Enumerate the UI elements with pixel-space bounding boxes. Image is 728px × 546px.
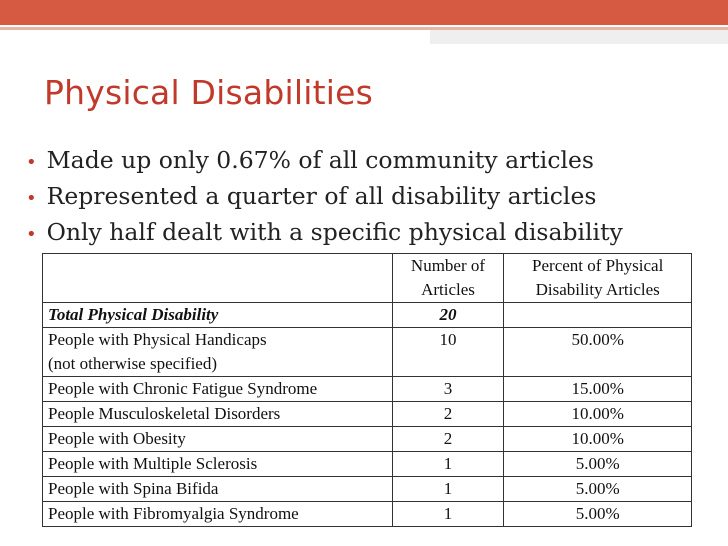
row-percent: 5.00%: [504, 502, 692, 527]
table-row: [43, 427, 692, 452]
bullet-item: [26, 142, 623, 178]
row-label-sub: (not otherwise specified): [48, 354, 217, 373]
bullet-dot-icon: •: [26, 224, 37, 245]
slide-title: Physical Disabilities: [44, 73, 373, 112]
row-label: People with Spina Bifida: [43, 477, 393, 502]
row-label: People with Chronic Fatigue Syndrome: [43, 377, 393, 402]
row-label-main: People with Physical Handicaps: [48, 330, 267, 349]
row-percent: 15.00%: [504, 377, 692, 402]
bullet-item: [26, 178, 623, 214]
row-label: People with Multiple Sclerosis: [43, 452, 393, 477]
row-label: People Musculoskeletal Disorders: [43, 402, 393, 427]
table-header-row: [43, 254, 692, 303]
row-count: 2: [392, 402, 504, 427]
header-percent: Percent of Physical Disability Articles: [504, 254, 692, 303]
row-count: 3: [392, 377, 504, 402]
table-row: [43, 452, 692, 477]
row-percent: 10.00%: [504, 427, 692, 452]
bullet-text: Only half dealt with a specific physical disability: [46, 218, 623, 246]
row-count: 10: [392, 328, 504, 377]
bullet-list: [26, 142, 623, 250]
row-percent: 10.00%: [504, 402, 692, 427]
table-row: [43, 477, 692, 502]
total-percent: [504, 303, 692, 328]
table-total-row: [43, 303, 692, 328]
row-percent: 5.00%: [504, 477, 692, 502]
row-count: 1: [392, 452, 504, 477]
header-number-of-articles: Number of Articles: [392, 254, 504, 303]
row-label: People with Fibromyalgia Syndrome: [43, 502, 393, 527]
header-cell-empty: [43, 254, 393, 303]
bullet-text: Represented a quarter of all disability articles: [46, 182, 597, 210]
row-count: 1: [392, 502, 504, 527]
bullet-dot-icon: •: [26, 152, 37, 173]
top-accent-bar: [0, 0, 728, 25]
total-label: Total Physical Disability: [43, 303, 393, 328]
table-row: [43, 402, 692, 427]
row-percent: 50.00%: [504, 328, 692, 377]
table-row: [43, 502, 692, 527]
row-label: [43, 328, 393, 377]
top-gray-tab: [430, 30, 728, 44]
bullet-dot-icon: •: [26, 188, 37, 209]
row-percent: 5.00%: [504, 452, 692, 477]
table-row: [43, 377, 692, 402]
bullet-item: [26, 214, 623, 250]
table-row: [43, 328, 692, 377]
row-count: 1: [392, 477, 504, 502]
row-label: People with Obesity: [43, 427, 393, 452]
bullet-text: Made up only 0.67% of all community articles: [46, 146, 594, 174]
total-count: 20: [392, 303, 504, 328]
disability-table: [42, 253, 692, 527]
row-count: 2: [392, 427, 504, 452]
